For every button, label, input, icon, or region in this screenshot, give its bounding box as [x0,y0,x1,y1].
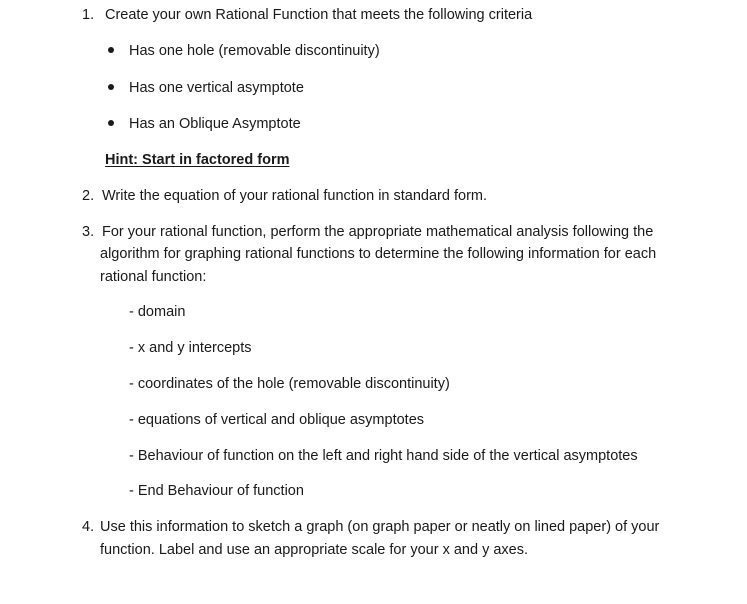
analysis-item-hole: - coordinates of the hole (removable discontinuity) [129,376,450,392]
hint-text: Hint: Start in factored form [105,152,290,168]
analysis-item-end-behaviour: - End Behaviour of function [129,483,304,499]
item-2-text: Write the equation of your rational function in standard form. [102,188,488,204]
analysis-item-asymptotes: - equations of vertical and oblique asymptotes [129,412,425,428]
analysis-item-domain: - domain [129,304,186,320]
item-3-line-2: algorithm for graphing rational functions to determine the following information for each [100,246,657,262]
item-1-number: 1. [82,7,95,23]
item-3-line-1: For your rational function, perform the appropriate mathematical analysis following the [102,224,654,240]
analysis-item-behaviour: - Behaviour of function on the left and right hand side of the vertical asymptotes [129,448,638,464]
criteria-bullet-3: Has an Oblique Asymptote [129,116,301,132]
bullet-icon [108,84,114,90]
bullet-icon [108,120,114,126]
bullet-icon [108,47,114,53]
analysis-item-intercepts: - x and y intercepts [129,340,252,356]
item-3-number: 3. [82,224,95,240]
item-1 [82,6,94,24]
item-4-number: 4. [82,519,95,535]
item-3-line-3: rational function: [100,269,207,285]
criteria-bullet-1: Has one hole (removable discontinuity) [129,43,380,59]
item-4-line-2: function. Label and use an appropriate scale for your x and y axes. [100,542,529,558]
item-2-number: 2. [82,188,95,204]
criteria-bullet-2: Has one vertical asymptote [129,80,304,96]
item-4-line-1: Use this information to sketch a graph (on graph paper or neatly on lined paper) of your [100,519,660,535]
item-1-text: Create your own Rational Function that meets the following criteria [105,7,533,23]
